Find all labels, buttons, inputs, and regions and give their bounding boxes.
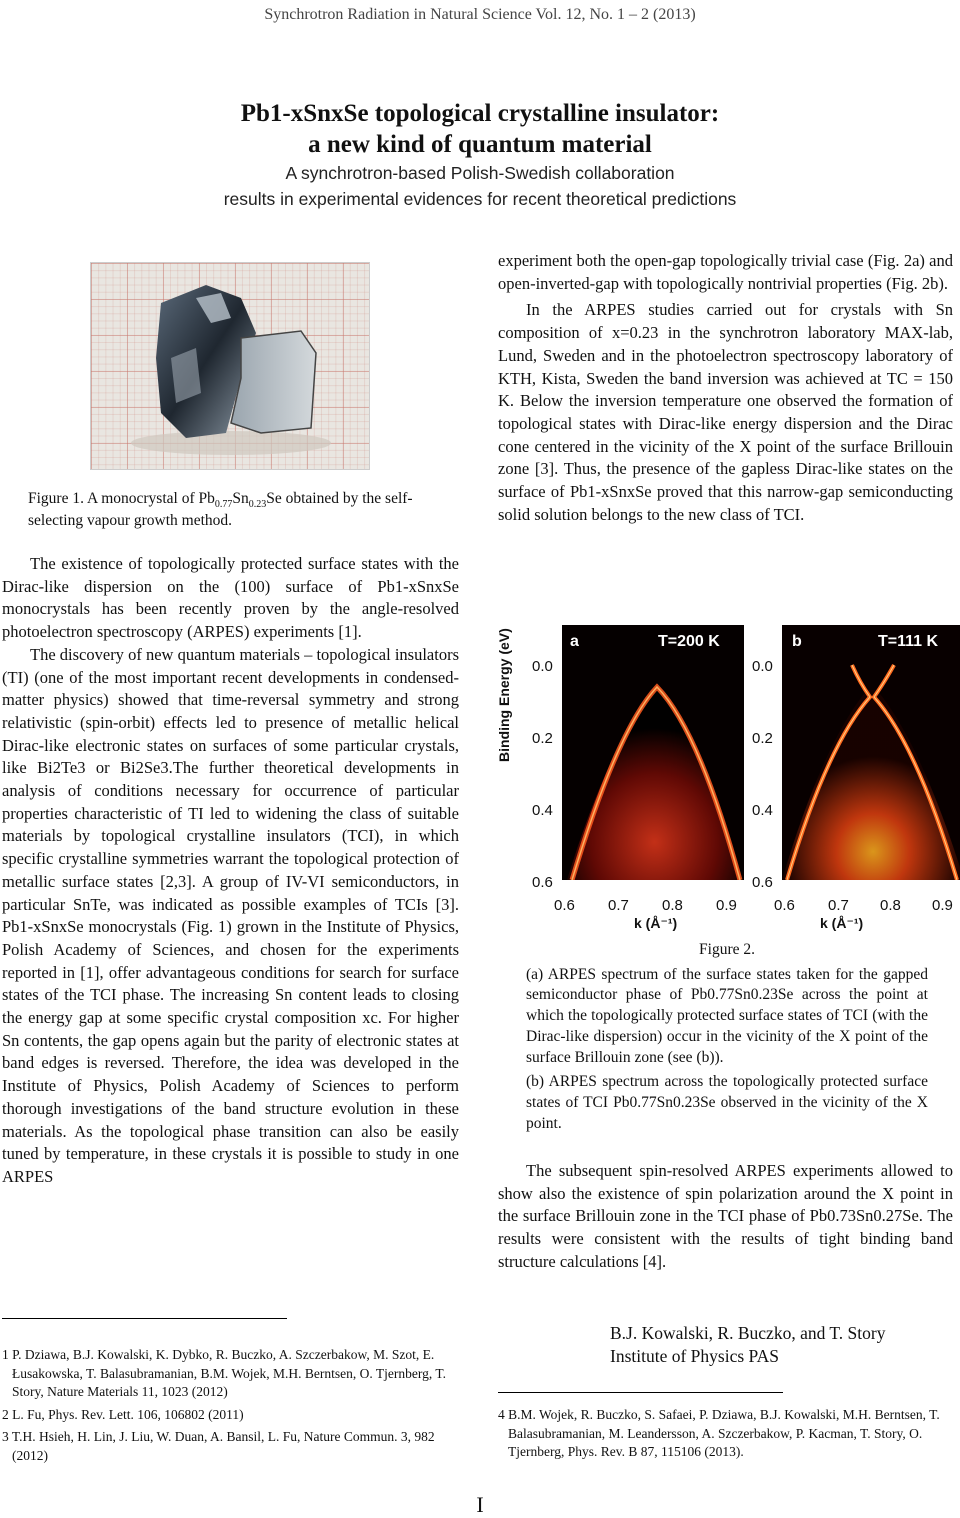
arpes-panel-b <box>782 625 960 880</box>
subtitle-line-1: A synchrotron-based Polish-Swedish collaboration <box>285 163 675 183</box>
x-tick-label: 0.8 <box>662 897 683 914</box>
title-line-1: Pb1-xSnxSe topological crystalline insulator: <box>240 100 720 127</box>
x-tick-label: 0.7 <box>608 897 629 914</box>
panel-b-label: b <box>792 633 802 650</box>
crystal-photo <box>90 262 370 470</box>
footnotes-left <box>2 1346 458 1469</box>
paragraph: The existence of topologically protected surface states with the Dirac-like dispersion on the (100) surface of Pb1-xSnxSe monocrystals has been recently proven by the angle-resolved photoelectron spectroscopy (ARPES) experiments [1]. <box>2 554 459 642</box>
footnote-2: 2 L. Fu, Phys. Rev. Lett. 106, 106802 (2011) <box>2 1406 244 1422</box>
figure-2-title: Figure 2. <box>699 941 755 958</box>
article-title <box>0 98 960 160</box>
figure-1-caption <box>28 488 438 532</box>
footnote-rule <box>2 1318 287 1319</box>
arpes-spectrum-a <box>562 625 744 880</box>
paragraph: The subsequent spin-resolved ARPES experiments allowed to show also the existence of spin polarization around the X point in the surface Brillouin zone in the TCI phase of Pb0.73Sn0.27Se. The results were consistent with the results of tight binding band structure calculations [4]. <box>498 1161 953 1271</box>
arpes-spectrum-b <box>782 625 960 880</box>
x-tick-label: 0.6 <box>554 897 575 914</box>
footnote-rule <box>498 1392 783 1393</box>
paragraph: In the ARPES studies carried out for crystals with Sn composition of x=0.23 in the synchrotron laboratory MAX-lab, Lund, Sweden and in the photoelectron spectroscopy laboratory of KTH, Kista, Sweden the band inversion was achieved at TC = 150 K. Below the inversion temperature one observed the formation of topological states with Dirac-like energy dispersion and the Dirac cone centered in the vicinity of the X point of the surface Brillouin zone [3]. Thus, the presence of the gapless Dirac-like states on the surface of Pb1-xSnxSe proved that this narrow-gap semiconducting solid solution belongs to the new class of TCI. <box>498 300 953 524</box>
y-tick-label: 0.4 <box>532 802 553 819</box>
figure-2 <box>496 622 960 932</box>
panel-a-label: a <box>570 633 579 650</box>
y-tick-label: 0.4 <box>752 802 773 819</box>
caption-text: Se obtained by the self-selecting vapour growth method. <box>28 490 413 529</box>
subscript: 0.23 <box>248 499 267 511</box>
y-tick-label: 0.0 <box>532 658 553 675</box>
y-axis-label: Binding Energy (eV) <box>496 628 512 762</box>
x-tick-label: 0.8 <box>880 897 901 914</box>
footnote-1: 1 P. Dziawa, B.J. Kowalski, K. Dybko, R. Buczko, A. Szczerbakow, M. Szot, E. Łusakowska, T. Balasubramanian, B.M. Wojek, M.H. Berntsen, O. Tjernberg, T. Story, Nature Materials 11, 1023 (2012) <box>2 1347 446 1399</box>
caption-b: (b) ARPES spectrum across the topologically protected surface states of TCI Pb0.77Sn0.23Se observed in the vicinity of the X point. <box>526 1073 928 1132</box>
y-tick-label: 0.6 <box>752 874 773 891</box>
x-tick-label: 0.6 <box>774 897 795 914</box>
subscript: 0.77 <box>214 499 233 511</box>
authors: B.J. Kowalski, R. Buczko, and T. Story <box>610 1323 886 1343</box>
crystal-illustration <box>91 263 369 469</box>
figure-2-caption <box>526 940 928 1138</box>
signature <box>610 1322 885 1368</box>
x-tick-label: 0.9 <box>932 897 953 914</box>
arpes-panel-a <box>562 625 744 880</box>
caption-text: Sn <box>232 490 249 507</box>
running-header: Synchrotron Radiation in Natural Science Vol. 12, No. 1 – 2 (2013) <box>264 6 696 23</box>
panel-a-temperature: T=200 K <box>658 633 720 650</box>
affiliation: Institute of Physics PAS <box>610 1346 780 1366</box>
y-tick-label: 0.2 <box>532 730 553 747</box>
panel-b-temperature: T=111 K <box>878 633 939 650</box>
title-line-2: a new kind of quantum material <box>308 131 652 158</box>
right-column-top <box>498 250 953 526</box>
y-tick-label: 0.2 <box>752 730 773 747</box>
caption-a: (a) ARPES spectrum of the surface states taken for the gapped semiconductor phase of Pb0.77Sn0.23Se across the point at which the topologically protected surface states of TCI (with the Dirac-like dispersion) occur in the vicinity of the X point of the surface Brillouin zone (see (b)). <box>526 965 928 1066</box>
page-number: I <box>476 1492 484 1517</box>
y-tick-label: 0.0 <box>752 658 773 675</box>
x-axis-label: k (Å⁻¹) <box>634 915 678 931</box>
paragraph: experiment both the open-gap topologically trivial case (Fig. 2a) and open-inverted-gap with topologically nontrivial properties (Fig. 2b). <box>498 251 953 293</box>
left-column <box>2 553 459 1189</box>
x-axis-label: k (Å⁻¹) <box>820 915 864 931</box>
article-subtitle <box>0 160 960 212</box>
caption-text: Figure 1. A monocrystal of Pb <box>28 490 215 507</box>
x-tick-label: 0.9 <box>716 897 737 914</box>
footnote-4: 4 B.M. Wojek, R. Buczko, S. Safaei, P. Dziawa, B.J. Kowalski, M.H. Berntsen, T. Balasubramanian, M. Leandersson, A. Szczerbakow, P. Kacman, T. Story, O. Tjernberg, Phys. Rev. B 87, 115106 (2013). <box>498 1407 940 1459</box>
right-column-bottom <box>498 1160 953 1274</box>
paragraph: The discovery of new quantum materials – topological insulators (TI) (one of the most important recent developments in condensed-matter physics) showed that time-reversal symmetry and strong relativistic (spin-orbit) effects led to presence of metallic helical Dirac-like electronic states on surfaces of some particular crystals, like Bi2Te3 or Bi2Se3.The further theoretical developments in analysis of conditions necessary for occurrence of particular properties characteristic of TI led to widening the class of suitable materials by topological crystalline insulators (TCI), in which specific crystalline symmetries warrant the topological protection of metallic surface states [2,3]. A group of IV-VI semiconductors, in particular SnTe, was indicated as possible examples of TCIs [3]. Pb1-xSnxSe monocrystals (Fig. 1) grown in the Institute of Physics, Polish Academy of Sciences, and chosen for the experiments reported in [1], offer advantageous conditions for search for surface states of the TCI phase. The increasing Sn content leads to closing the energy gap at some specific crystal composition xc. For higher Sn contents, the gap opens again but the parity of electronic states at band edges is reversed. Therefore, the idea was developed in the Institute of Physics, Polish Academy of Sciences to perform thorough investigations of the band structure evolution in these materials. As the topological phase transition can also be easily tuned by temperature, in these crystals it is possible to study in one ARPES <box>2 644 459 1186</box>
y-tick-label: 0.6 <box>532 874 553 891</box>
footnotes-right <box>498 1406 954 1466</box>
subtitle-line-2: results in experimental evidences for recent theoretical predictions <box>223 189 737 209</box>
footnote-3: 3 T.H. Hsieh, H. Lin, J. Liu, W. Duan, A. Bansil, L. Fu, Nature Commun. 3, 982 (2012) <box>2 1429 435 1463</box>
x-tick-label: 0.7 <box>828 897 849 914</box>
